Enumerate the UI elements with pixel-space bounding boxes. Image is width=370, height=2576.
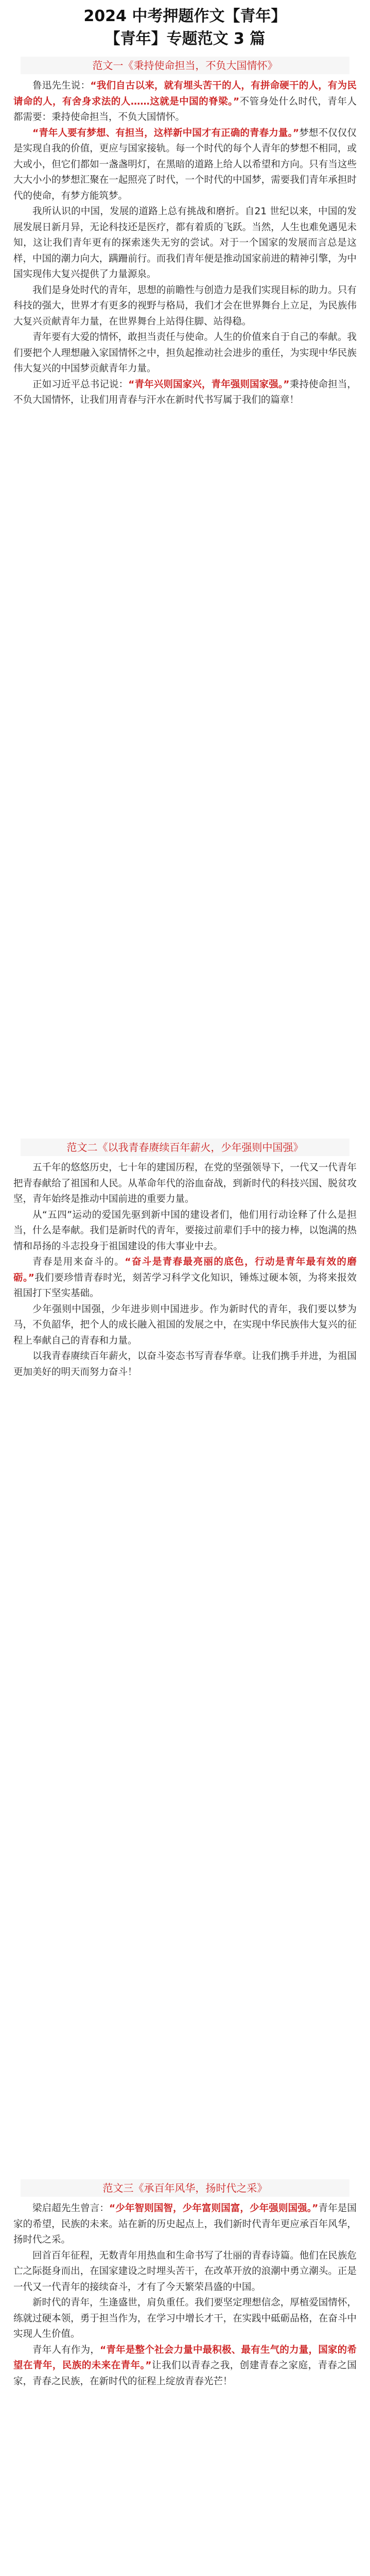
text: 我们要珍惜青春时光，刻苦学习科学文化知识，锤炼过硬本领，为将来报效祖国打下坚实基础。: [13, 1272, 357, 1299]
essay-one: [0, 52, 370, 409]
essay-two-paragraph-5: 以我青春赓续百年薪火，以奋斗姿态书写青春华章。让我们携手并进，为祖国更加美好的明天而努力奋斗！: [13, 1351, 357, 1378]
quote: “青年是整个社会力量中最积极、最有生气的力量，国家的希望在青年，民族的未来在青年。”: [13, 2344, 357, 2371]
text: 青年是国家的希望，民族的未来。站在新的历史起点上，我们新时代青年更应承百年风华，扬时代之采。: [13, 2203, 357, 2245]
text: 让我们以青春之我，创建青春之家庭，青春之国家，青春之民族，在新时代的征程上绽放青春光芒！: [13, 2360, 357, 2387]
essay-two-heading: 范文二《以我青春赓续百年薪火，少年强则中国强》: [21, 1139, 349, 1156]
essay-one-paragraph-2: [0, 126, 370, 205]
text: 梁启超先生曾言：: [32, 2203, 110, 2214]
essay-one-paragraph-5: 青年要有大爱的情怀，敢担当责任与使命。人生的价值来自于自己的奉献。我们要把个人理想融入家国情怀之中，担负起推动社会进步的重任，为实现中华民族伟大复兴的中国梦贡献青年力量。: [13, 332, 357, 374]
text: 不管身处什么时代，青年人都需要：秉持使命担当，不负大国情怀。: [13, 96, 357, 123]
text: 青春是用来奋斗的。: [32, 1257, 125, 1267]
text: 鲁迅先生说：: [32, 80, 91, 91]
quote: “少年智则国智，少年富则国富，少年强则国强。”: [109, 2203, 319, 2214]
essay-three-paragraph-3: 新时代的青年，生逢盛世，肩负重任。我们要坚定理想信念，厚植爱国情怀，练就过硬本领，勇于担当作为，在学习中增长才干，在实践中砥砺品格，在奋斗中实现人生价值。: [13, 2297, 357, 2340]
essay-one-paragraph-4: 我们是身处时代的青年，思想的前瞻性与创造力是我们实现目标的助力。只有科技的强大，世界才有更多的视野与格局，我们才会在世界舞台上立足，为民族伟大复兴贡献青年力量，在世界舞台上站得住脚、站得稳。: [13, 284, 357, 327]
quote: “奋斗是青春最亮丽的底色，行动是青年最有效的磨砺。”: [13, 1257, 357, 1283]
quote: “青年人要有梦想、有担当，这样新中国才有正确的青春力量。”: [32, 127, 299, 139]
essay-one-paragraph-3: 我所认识的中国，发展的道路上总有挑战和磨折。自21 世纪以来，中国的发展发展日新月异，无论科技还是医疗，都有着质的飞跃。当然，人生也难免遇见未知，这让我们青年更有的探索迷失无穷的尝试。对于一个国家的发展而言总是这样，中国的潮力向大，蹒跚前行。而我们青年便是推动国家前进的精神引擎，为中国实现伟大复兴提供了力量源泉。: [13, 206, 357, 280]
text: 正如习近平总书记说：: [32, 379, 129, 390]
text: 青年人有作为，: [32, 2344, 100, 2355]
essay-one-heading: 范文一《秉持使命担当，不负大国情怀》: [21, 57, 349, 74]
essay-three-paragraph-2: 回首百年征程，无数青年用热血和生命书写了壮丽的青春诗篇。他们在民族危亡之际挺身而出，在国家建设之时埋头苦干，在改革开放的浪潮中勇立潮头。正是一代又一代青年的接续奋斗，才有了今天繁荣昌盛的中国。: [13, 2250, 357, 2293]
essay-three-heading: 范文三《承百年风华，扬时代之采》: [21, 2179, 349, 2197]
quote: “青年兴则国家兴，青年强则国家强。”: [128, 379, 290, 390]
text: 秉持使命担当，不负大国情怀，让我们用青春与汗水在新时代书写属于我们的篇章！: [13, 379, 357, 405]
essay-three-paragraph-1: [0, 2201, 370, 2248]
essay-one-paragraph-1: [0, 78, 370, 126]
essay-two-paragraph-2: 从“五四”运动的爱国先驱到新中国的建设者们，他们用行动诠释了什么是担当，什么是奉献。我们是新时代的青年，要接过前辈们手中的接力棒，以饱满的热情和昂扬的斗志投身于祖国建设的伟大事业中去。: [13, 1209, 357, 1252]
essay-three: [0, 2174, 370, 2389]
quote: “我们自古以来，就有埋头苦干的人，有拼命硬干的人，有为民请命的人，有舍身求法的人……这就是中国的脊梁。”: [13, 80, 357, 107]
title-block: [0, 0, 370, 50]
page-subtitle: 【青年】专题范文 3 篇: [104, 30, 266, 48]
essay-one-paragraph-6: [0, 377, 370, 409]
essay-three-paragraph-4: [0, 2343, 370, 2390]
page-title: 2024 中考押题作文【青年】: [83, 7, 287, 25]
essay-two-paragraph-1: 五千年的悠悠历史，七十年的建国历程，在党的坚强领导下，一代又一代青年把青春献给了祖国和人民。从革命年代的浴血奋战，到新时代的科技兴国、脱贫攻坚，青年始终是推动中国前进的重要力量。: [13, 1162, 357, 1205]
essay-two: [0, 1133, 370, 1380]
essay-two-paragraph-3: [0, 1255, 370, 1302]
text: 梦想不仅仅仅是实现自我的价值，更应与国家接轨。每一个时代的每个人青年的梦想不相同，或大或小，但它们都如一盏盏明灯，在黑暗的道路上给人以希望和方向。只有当这些大大小小的梦想汇聚在一起照亮了时代，一个时代的中国梦，需要我们青年承担时代的使命，有梦方能筑梦。: [13, 127, 357, 201]
essay-two-paragraph-4: 少年强则中国强，少年进步则中国进步。作为新时代的青年，我们要以梦为马，不负韶华，把个人的成长融入祖国的发展之中，在实现中华民族伟大复兴的征程上奉献自己的青春和力量。: [13, 1303, 357, 1346]
